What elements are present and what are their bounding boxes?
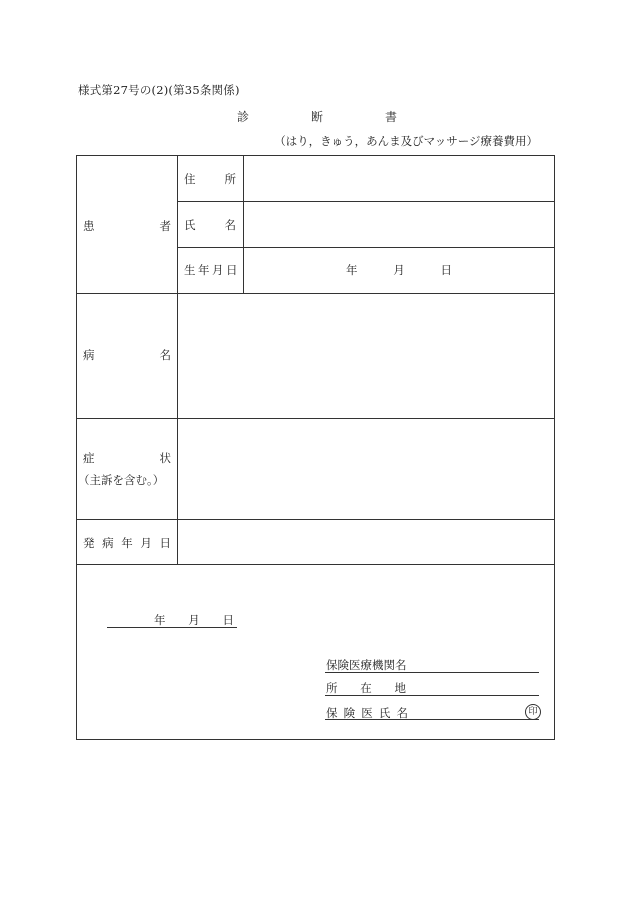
name-label-char: 名 (224, 218, 236, 232)
institution-label: 保険医療機関名 (326, 658, 407, 672)
issue-date-underline (107, 627, 237, 628)
birthdate-label: 生年月日 (184, 263, 240, 277)
location-label-char: 在 (360, 681, 372, 695)
onset-label-char: 年 (121, 536, 133, 550)
doctor-label-char: 氏 (378, 706, 391, 720)
document-title (237, 108, 397, 125)
issue-date[interactable] (154, 612, 234, 628)
onset-field[interactable] (178, 520, 554, 563)
symptoms-label-char: 症 (83, 451, 95, 465)
location-label (326, 680, 406, 696)
symptoms-note: （主訴を含む。） (78, 473, 165, 487)
name-label-char: 氏 (184, 218, 196, 232)
symptoms-label (83, 450, 171, 466)
title-char: 書 (384, 110, 397, 124)
address-label-char: 住 (184, 172, 196, 186)
institution-underline (325, 672, 539, 673)
onset-label-char: 日 (159, 536, 171, 550)
patient-header (83, 218, 171, 234)
doctor-label-char: 保 (326, 706, 338, 720)
birthdate-day-unit: 日 (440, 263, 452, 277)
onset-label-char: 月 (140, 536, 152, 550)
disease-label (83, 347, 171, 363)
disease-field[interactable] (178, 294, 554, 417)
issue-month-unit: 月 (188, 613, 200, 627)
doctor-underline (325, 719, 539, 720)
birthdate-year-unit: 年 (346, 263, 358, 277)
doctor-label-char: 険 (343, 706, 356, 720)
patient-header-char: 患 (83, 219, 95, 233)
issue-year-unit: 年 (154, 613, 166, 627)
birthdate-field[interactable] (346, 262, 452, 278)
onset-label (83, 535, 171, 551)
location-underline (325, 695, 539, 696)
seal-mark: 印 (525, 704, 541, 720)
symptoms-label-char: 状 (159, 451, 171, 465)
address-label (184, 171, 236, 187)
address-label-char: 所 (224, 172, 236, 186)
location-label-char: 所 (326, 681, 338, 695)
disease-label-char: 名 (159, 348, 171, 362)
onset-label-char: 病 (102, 536, 114, 550)
name-label (184, 217, 236, 233)
title-char: 断 (310, 110, 323, 124)
document-subtitle: （はり，きゅう，あんま及びマッサージ療養費用） (274, 134, 538, 148)
address-field[interactable] (244, 157, 554, 200)
doctor-label-char: 名 (396, 706, 408, 720)
birthdate-month-unit: 月 (393, 263, 405, 277)
row-divider (77, 564, 555, 565)
certificate-form (76, 155, 555, 740)
disease-label-char: 病 (83, 348, 95, 362)
form-number: 様式第27号の(2)(第35条関係) (78, 83, 240, 97)
patient-header-char: 者 (159, 219, 171, 233)
doctor-label-char: 医 (361, 706, 373, 720)
location-label-char: 地 (394, 681, 406, 695)
issue-day-unit: 日 (222, 613, 234, 627)
title-char: 診 (237, 110, 250, 124)
name-field[interactable] (244, 202, 554, 246)
symptoms-field[interactable] (178, 419, 554, 518)
row-divider (177, 247, 555, 248)
onset-label-char: 発 (83, 536, 95, 550)
